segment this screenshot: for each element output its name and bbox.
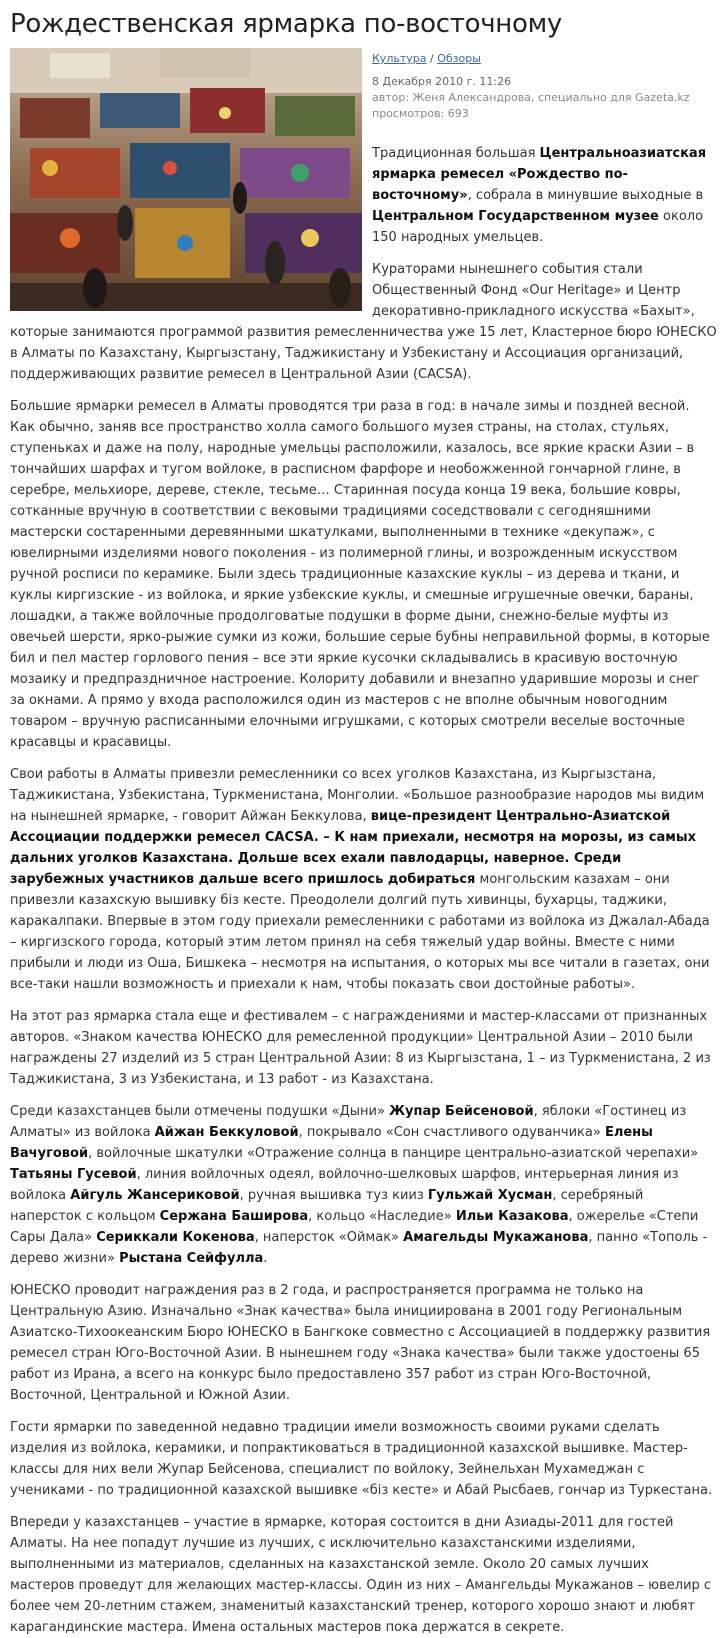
paragraph: [10, 1417, 717, 1501]
bold-text: Рыстана Сейфулла: [119, 1251, 264, 1266]
bold-text: Центральноазиатская ярмарка ремесел «Рождество по-восточному»: [372, 146, 707, 203]
bold-text: Айжан Беккуловой: [154, 1125, 299, 1140]
text-run: монгольским казахам – они привезли казахскую вышивку біз кесте. Преодолели долгий путь хивинцы, бухарцы, таджики, каракалпаки. Впервые в этом году приехали ремесленники с работами из войлока из Джалал-Абада – киргизского города, который этим летом принял на себя тяжелый удар войны. Вместе с ними прибыли и люди из Оша, Бишкека – несмотря на испытания, о которых мы все читали в газетах, они все-таки нашли возможность и приехали к нам, чтобы показать свои достойные работы».: [10, 872, 710, 992]
text-run: ЮНЕСКО проводит награждения раз в 2 года, и распространяется программа не только на Центральную Азию. Изначально «Знак качества» была инициирована в 2001 году Региональным Азиатско-Тихоокеанским Бюро ЮНЕСКО в Бангкоке совместно с Ассоциацией в поддержку развития ремесел стран Юго-Восточной Азии. В нынешнем году «Знака качества» были также удостоены 65 работ из Ирана, а всего на конкурс было предоставлено 357 работ из стран Юго-Восточной, Восточной, Центральной и Южной Азии.: [10, 1283, 711, 1403]
rubric-reviews-link[interactable]: Обзоры: [437, 52, 481, 65]
bold-text: Татьяны Гусевой: [10, 1167, 137, 1182]
bold-text: Елены Вачуговой: [10, 1125, 653, 1161]
paragraph: [10, 764, 717, 995]
article-title: Рождественская ярмарка по-восточному: [10, 9, 563, 39]
text-run: около 150 народных умельцев.: [372, 209, 704, 245]
text-run: Среди казахстанцев были отмечены подушки «Дыни»: [10, 1104, 390, 1119]
rubric-culture-link[interactable]: Культура: [372, 52, 427, 65]
text-run: , покрывало «Сон счастливого одуванчика»: [298, 1125, 605, 1140]
bold-text: вице-президент Центрально-Азиатской Ассоциации поддержки ремесел CACSA. – К нам приехали, несмотря на морозы, из самых дальних уголков Казахстана. Дольше всех ехали павлодарцы, наверное. Среди зарубежных участников дальше всего пришлось добираться: [10, 809, 696, 887]
text-run: Впереди у казахстанцев – участие в ярмарке, которая состоится в дни Азиады-2011 для гостей Алматы. На нее попадут лучшие из лучших, с исключительно казахстанскими изделиями, выполненными из материалов, сделанных на казахстанской земле. Около 20 самых лучших мастеров проведут для желающих мастер-классы. Один из них – Амангельды Мукажанов – ювелир с более чем 20-летним стажем, знаменитый казахстанский тренер, которого хорошо знают и любят карагандинские мастера. Имена остальных мастеров пока держатся в секрете.: [10, 1515, 712, 1635]
bold-text: Ильи Казакова: [455, 1209, 569, 1224]
bold-text: Айгуль Жансериковой: [70, 1188, 240, 1203]
bold-text: Жупар Бейсеновой: [389, 1104, 534, 1119]
text-run: , панно «Тополь - дерево жизни»: [10, 1230, 708, 1266]
text-run: Традиционная большая: [372, 146, 540, 161]
paragraph: [10, 396, 717, 753]
text-run: На этот раз ярмарка стала еще и фестивалем – с награждениями и мастер-классами от признанных авторов. «Знаком качества ЮНЕСКО для ремесленной продукции» Центральной Азии – 2010 были награждены 27 изделий из 5 стран Центральной Азии: 8 из Кыргызстана, 1 – из Туркменистана, 2 из Таджикистана, 3 из Узбекистана, и 13 работ - из Казахстана.: [10, 1009, 711, 1087]
text-run: , линия войлочных одеял, войлочно-шелковых шарфов, интерьерная линия из войлока: [10, 1167, 679, 1203]
bold-text: Гульжай Хусман: [427, 1188, 553, 1203]
publish-date: 8 Декабря 2010 г. 11:26: [372, 75, 512, 88]
bold-text: Сериккали Кокенова: [96, 1230, 255, 1245]
text-run: , ожерелье «Степи Сары Дала»: [10, 1209, 699, 1245]
text-run: , кольцо «Наследие»: [308, 1209, 456, 1224]
text-run: , войлочные шкатулки «Отражение солнца в панцире центрально-азиатской черепахи»: [88, 1146, 699, 1161]
text-run: Кураторами нынешнего события стали Общественный Фонд «Our Heritage» и Центр декоративно-прикладного искусства «Бахыт», которые занимаются программой развития ремесленничества уже 15 лет, Кластерное бюро ЮНЕСКО в Алматы по Казахстану, Кыргызстану, Таджикистану и Узбекистану и Ассоциация организаций, поддерживающих развитие ремесел в Центральной Азии (CACSA).: [10, 262, 717, 382]
article-body: [10, 143, 717, 1638]
text-run: , ручная вышивка туз кииз: [239, 1188, 428, 1203]
text-run: , серебряный наперсток с кольцом: [10, 1188, 644, 1224]
paragraph: [10, 1101, 717, 1269]
text-run: , собрала в минувшие выходные в: [467, 188, 704, 203]
text-run: Гости ярмарки по заведенной недавно традиции имели возможность своими руками сделать изделия из войлока, керамики, и попрактиковаться в традиционной казахской вышивке. Мастер-классы для них вели Жупар Бейсенова, специалист по войлоку, Зейнельхан Мухамеджан с учениками - по традиционной казахской вышивке «біз кесте» и Абай Рысбаев, гончар из Туркестана.: [10, 1420, 713, 1498]
bold-text: Амагельды Мукажанова: [403, 1230, 589, 1245]
text-run: , яблоки «Гостинец из Алматы» из войлока: [10, 1104, 687, 1140]
bold-text: Сержана Баширова: [159, 1209, 309, 1224]
bold-text: Центральном Государственном музее: [372, 209, 659, 224]
fair-photo: [10, 48, 362, 311]
text-run: Большие ярмарки ремесел в Алматы проводятся три раза в год: в начале зимы и поздней весной. Как обычно, заняв все пространство холла самого большого музея страны, на столах, стульях, ступеньках и даже на полу, народные умельцы расположили, казалось, все яркие краски Азии – в тончайших шарфах и тугом войлоке, в расписном фарфоре и необожженной гончарной глине, в серебре, мельхиоре, дереве, стекле, тесьме… Старинная посуда конца 19 века, большие ковры, сотканные вручную в соответствии с вековыми традициями соседствовали с сегодняшними мастерски состаренными деревянными шкатулками, выполненными в технике «декупаж», с ювелирными изделиями нового поколения - из полимерной глины, и возрожденным искусством ручной росписи по керамике. Были здесь традиционные казахские куклы – из дерева и ткани, и куклы киргизские - из войлока, и яркие узбекские куклы, и смешные игрушечные овечки, бараны, лошадки, а также войлочные продолговатые подушки в форме дыни, снежно-белые муфты из овечьей шерсти, ярко-рыжие сумки из кожи, большие серые бубны неправильной формы, в которые бил и пел мастер горлового пения – все эти яркие кусочки складывались в красивую восточную мозаику и предпраздничное настроение. Колориту добавили и внезапно ударившие морозы и снег за окнами. А прямо у входа расположился один из мастеров с не вполне обычным новогодним товаром – вручную расписанными елочными игрушками, с которых смотрели веселые восточные красавцы и красавицы.: [10, 399, 710, 750]
author-line: автор: Женя Александрова, специально для Gazeta.kz: [372, 91, 690, 104]
paragraph: [10, 1512, 717, 1638]
rubric-separator: /: [429, 52, 434, 65]
text-run: .: [263, 1251, 268, 1266]
paragraph: [10, 1280, 717, 1406]
view-count: просмотров: 693: [372, 107, 469, 120]
paragraph: [10, 1006, 717, 1090]
text-run: Свои работы в Алматы привезли ремесленники со всех уголков Казахстана, из Кыргызстана, Таджикистана, Узбекистана, Туркменистана, Монголии. «Большое разнообразие народов мы видим на нынешней ярмарке, - говорит Айжан Беккулова,: [10, 767, 705, 824]
text-run: , наперсток «Оймак»: [254, 1230, 404, 1245]
